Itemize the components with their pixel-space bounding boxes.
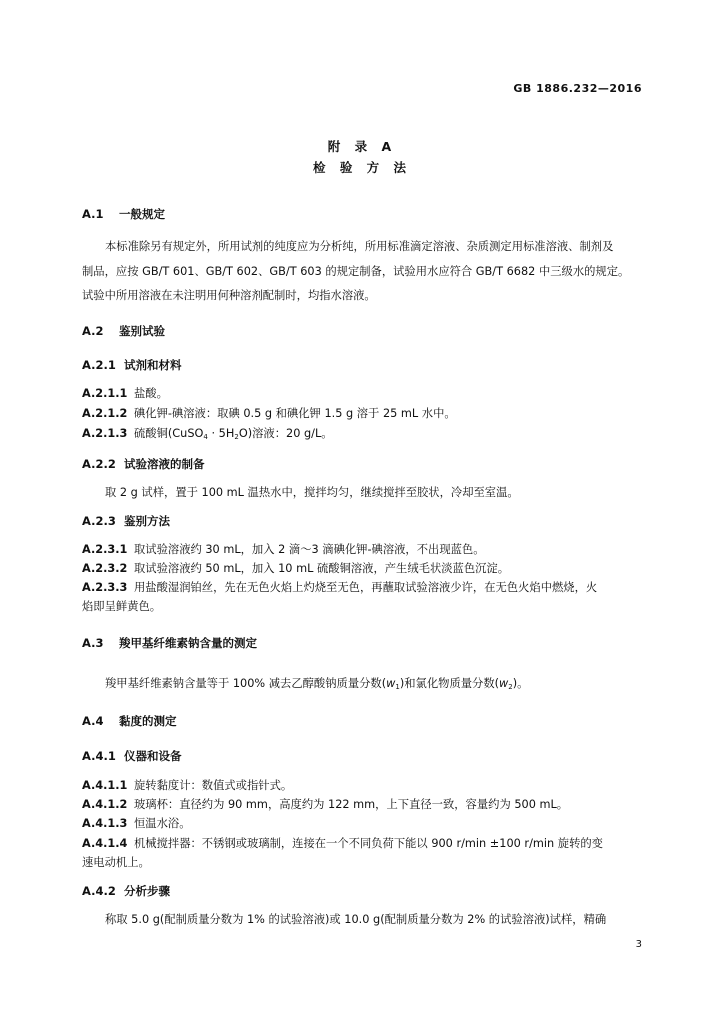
item-number: A.2.1.1: [82, 387, 128, 400]
section-number: A.4.1: [82, 749, 116, 763]
section-title: 黏度的测定: [119, 714, 177, 728]
section-heading-a3: [82, 638, 257, 650]
item-number: A.2.3.3: [82, 581, 128, 594]
section-title: 鉴别方法: [124, 514, 170, 528]
subsection-heading-a21: [82, 360, 182, 372]
item-text: 恒温水浴。: [134, 817, 191, 830]
list-item: [82, 563, 509, 574]
paragraph-line: 试验中所用溶液在未注明用何种溶剂配制时，均指水溶液。: [82, 289, 376, 302]
paragraph-line: 称取 5.0 g(配制质量分数为 1% 的试验溶液)或 10.0 g(配制质量分数为 2% 的试验溶液)试样，精确: [105, 913, 607, 926]
item-text: 取试验溶液约 50 mL，加入 10 mL 硫酸铜溶液，产生绒毛状淡蓝色沉淀。: [134, 562, 510, 575]
paragraph-line: 制品，应按 GB/T 601、GB/T 602、GB/T 603 的规定制备，试验用水应符合 GB/T 6682 中三级水的规定。: [82, 265, 630, 278]
item-text: 旋转黏度计：数值式或指针式。: [134, 779, 293, 792]
section-title: 一般规定: [119, 207, 165, 221]
list-item: [82, 582, 597, 593]
section-number: A.2.2: [82, 457, 116, 471]
subsection-heading-a23: [82, 516, 170, 528]
item-text: 碘化钾-碘溶液：取碘 0.5 g 和碘化钾 1.5 g 溶于 25 mL 水中。: [134, 407, 456, 420]
item-number: A.2.1.2: [82, 407, 128, 420]
item-text: 硫酸铜(CuSO$_4$ · $5H_2O$)溶液：20 g/L。: [134, 427, 333, 441]
section-title: 分析步骤: [124, 884, 170, 898]
paragraph-line: 本标准除另有规定外，所用试剂的纯度应为分析纯，所用标准滴定溶液、杂质测定用标准溶液、制剂及: [105, 240, 614, 253]
item-number: A.4.1.2: [82, 798, 128, 811]
list-item: [82, 838, 603, 849]
section-title: 试剂和材料: [124, 358, 182, 372]
item-number: A.2.3.1: [82, 543, 128, 556]
page-number: 3: [635, 939, 642, 950]
list-item: [82, 408, 456, 419]
section-title: 仪器和设备: [124, 749, 182, 763]
paragraph-line: 焰即呈鲜黄色。: [82, 600, 162, 613]
section-number: A.4: [82, 714, 104, 728]
list-item: [82, 780, 292, 791]
item-number: A.2.1.3: [82, 427, 128, 440]
list-item: [82, 428, 333, 439]
item-text: 盐酸。: [134, 387, 168, 400]
item-text: 用盐酸湿润铂丝，先在无色火焰上灼烧至无色，再蘸取试验溶液少许，在无色火焰中燃烧，火: [134, 581, 598, 594]
section-number: A.2.3: [82, 514, 116, 528]
item-text: 取试验溶液约 30 mL，加入 2 滴～3 滴碘化钾-碘溶液，不出现蓝色。: [134, 543, 485, 556]
list-item: [82, 544, 485, 555]
item-number: A.4.1.4: [82, 837, 128, 850]
section-number: A.4.2: [82, 884, 116, 898]
subsection-heading-a41: [82, 751, 182, 763]
paragraph-line: 速电动机上。: [82, 856, 150, 869]
section-heading-a2: [82, 326, 165, 338]
appendix-subtitle: 检 验 方 法: [312, 160, 412, 175]
list-item: [82, 799, 568, 810]
section-heading-a4: [82, 716, 177, 728]
section-title: 试验溶液的制备: [124, 457, 205, 471]
list-item: [82, 818, 191, 829]
section-number: A.2: [82, 324, 104, 338]
paragraph-line: 羧甲基纤维素钠含量等于 100% 减去乙醇酸钠质量分数$(w_1)$和氯化物质量分数$(w_2)$。: [105, 677, 529, 691]
standard-code-header: GB 1886.232—2016: [513, 82, 642, 95]
item-text: 机械搅拌器：不锈钢或玻璃制，连接在一个不同负荷下能以 900 r/min ±100 r/min 旋转的变: [134, 837, 603, 850]
list-item: [82, 388, 168, 399]
section-title: 羧甲基纤维素钠含量的测定: [119, 636, 257, 650]
paragraph-line: 取 2 g 试样，置于 100 mL 温热水中，搅拌均匀，继续搅拌至胶状，冷却至室温。: [105, 486, 519, 499]
section-heading-a1: [82, 209, 165, 221]
section-number: A.3: [82, 636, 104, 650]
subsection-heading-a22: [82, 459, 205, 471]
section-number: A.2.1: [82, 358, 116, 372]
section-title: 鉴别试验: [119, 324, 165, 338]
item-number: A.4.1.3: [82, 817, 128, 830]
item-text: 玻璃杯：直径约为 90 mm，高度约为 122 mm，上下直径一致，容量约为 500 mL。: [134, 798, 569, 811]
item-number: A.4.1.1: [82, 779, 128, 792]
appendix-title: 附 录 A: [327, 139, 397, 154]
item-number: A.2.3.2: [82, 562, 128, 575]
section-number: A.1: [82, 207, 104, 221]
subsection-heading-a42: [82, 886, 170, 898]
